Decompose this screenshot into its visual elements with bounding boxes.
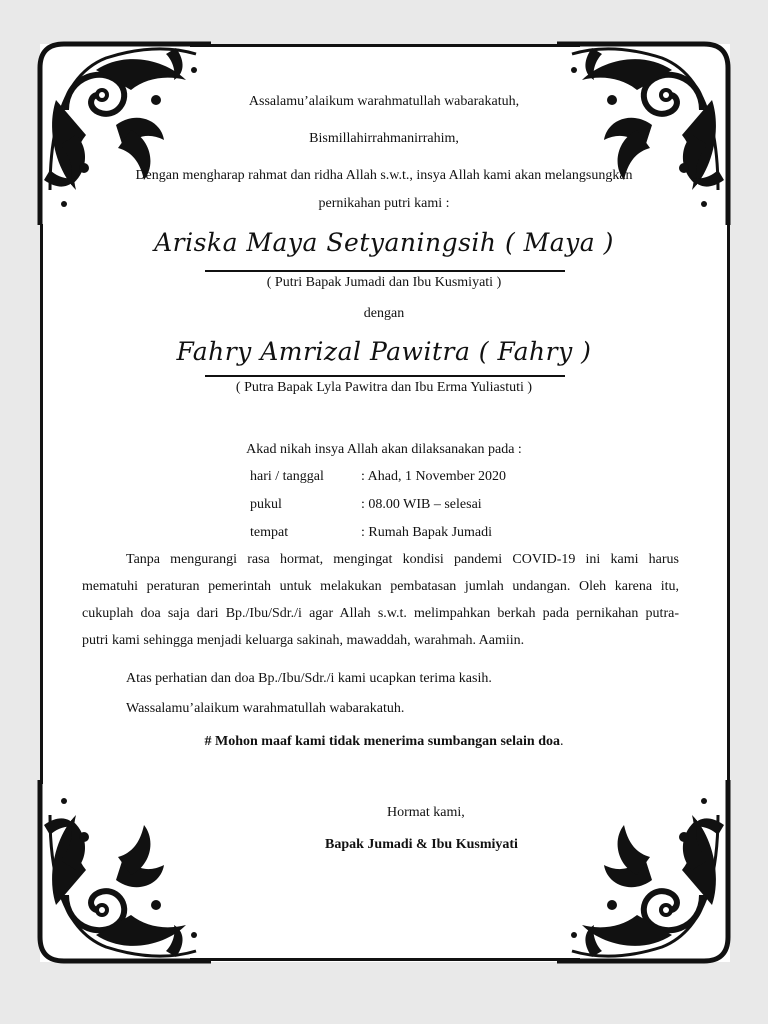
signoff-label: Hormat kami, xyxy=(387,805,465,820)
ornament-corner-bottom-right xyxy=(557,780,732,965)
ornament-corner-bottom-left xyxy=(36,780,211,965)
bride-name-underline xyxy=(205,270,565,272)
paragraph-line-3: cukuplah doa saja dari Bp./Ibu/Sdr./i agar Allah s.w.t. melimpahkan berkah pada pernikahan putra- xyxy=(82,606,679,621)
basmalah-text: Bismillahirrahmanirrahim, xyxy=(309,131,459,146)
akad-date-value: : Ahad, 1 November 2020 xyxy=(361,469,507,484)
bride-name: Ariska Maya Setyaningsih ( Maya ) xyxy=(154,228,614,257)
intro-line-1: Dengan mengharap rahmat dan ridha Allah s.w.t., insya Allah kami akan melangsungkan xyxy=(135,168,633,183)
groom-name: Fahry Amrizal Pawitra ( Fahry ) xyxy=(176,337,592,366)
donation-note-bold: # Mohon maaf kami tidak menerima sumbangan selain doa xyxy=(204,734,560,749)
signoff-names: Bapak Jumadi & Ibu Kusmiyati xyxy=(325,837,518,852)
greeting-text: Assalamu’alaikum warahmatullah wabarakatuh, xyxy=(248,94,520,109)
akad-intro: Akad nikah insya Allah akan dilaksanakan pada : xyxy=(246,442,522,457)
closing-text: Wassalamu’alaikum warahmatullah wabarakatuh. xyxy=(126,701,405,716)
akad-time-value: : 08.00 WIB – selesai xyxy=(361,497,482,512)
donation-note xyxy=(0,733,768,751)
frame-top-line xyxy=(190,44,580,47)
groom-name-underline xyxy=(205,375,565,377)
akad-place-value: : Rumah Bapak Jumadi xyxy=(361,525,493,540)
paragraph-line-1: Tanpa mengurangi rasa hormat, mengingat kondisi pandemi COVID-19 ini kami harus xyxy=(126,552,679,567)
paragraph-line-4: putri kami sehingga menjadi keluarga sakinah, mawaddah, warahmah. Aamiin. xyxy=(82,633,525,648)
bride-parents: ( Putri Bapak Jumadi dan Ibu Kusmiyati ) xyxy=(266,275,502,290)
akad-date-label: hari / tanggal xyxy=(250,469,324,484)
frame-bottom-line xyxy=(190,958,580,961)
intro-line-2: pernikahan putri kami : xyxy=(318,196,450,211)
akad-place-label: tempat xyxy=(250,525,289,540)
groom-parents: ( Putra Bapak Lyla Pawitra dan Ibu Erma Yuliastuti ) xyxy=(235,380,533,395)
connector-text: dengan xyxy=(363,306,405,321)
donation-note-tail: . xyxy=(559,734,564,749)
thanks-text: Atas perhatian dan doa Bp./Ibu/Sdr./i kami ucapkan terima kasih. xyxy=(126,671,492,686)
akad-time-label: pukul xyxy=(250,497,282,512)
paragraph-line-2: mematuhi peraturan pemerintah untuk melakukan pembatasan jumlah undangan. Oleh karena itu, xyxy=(82,579,679,594)
